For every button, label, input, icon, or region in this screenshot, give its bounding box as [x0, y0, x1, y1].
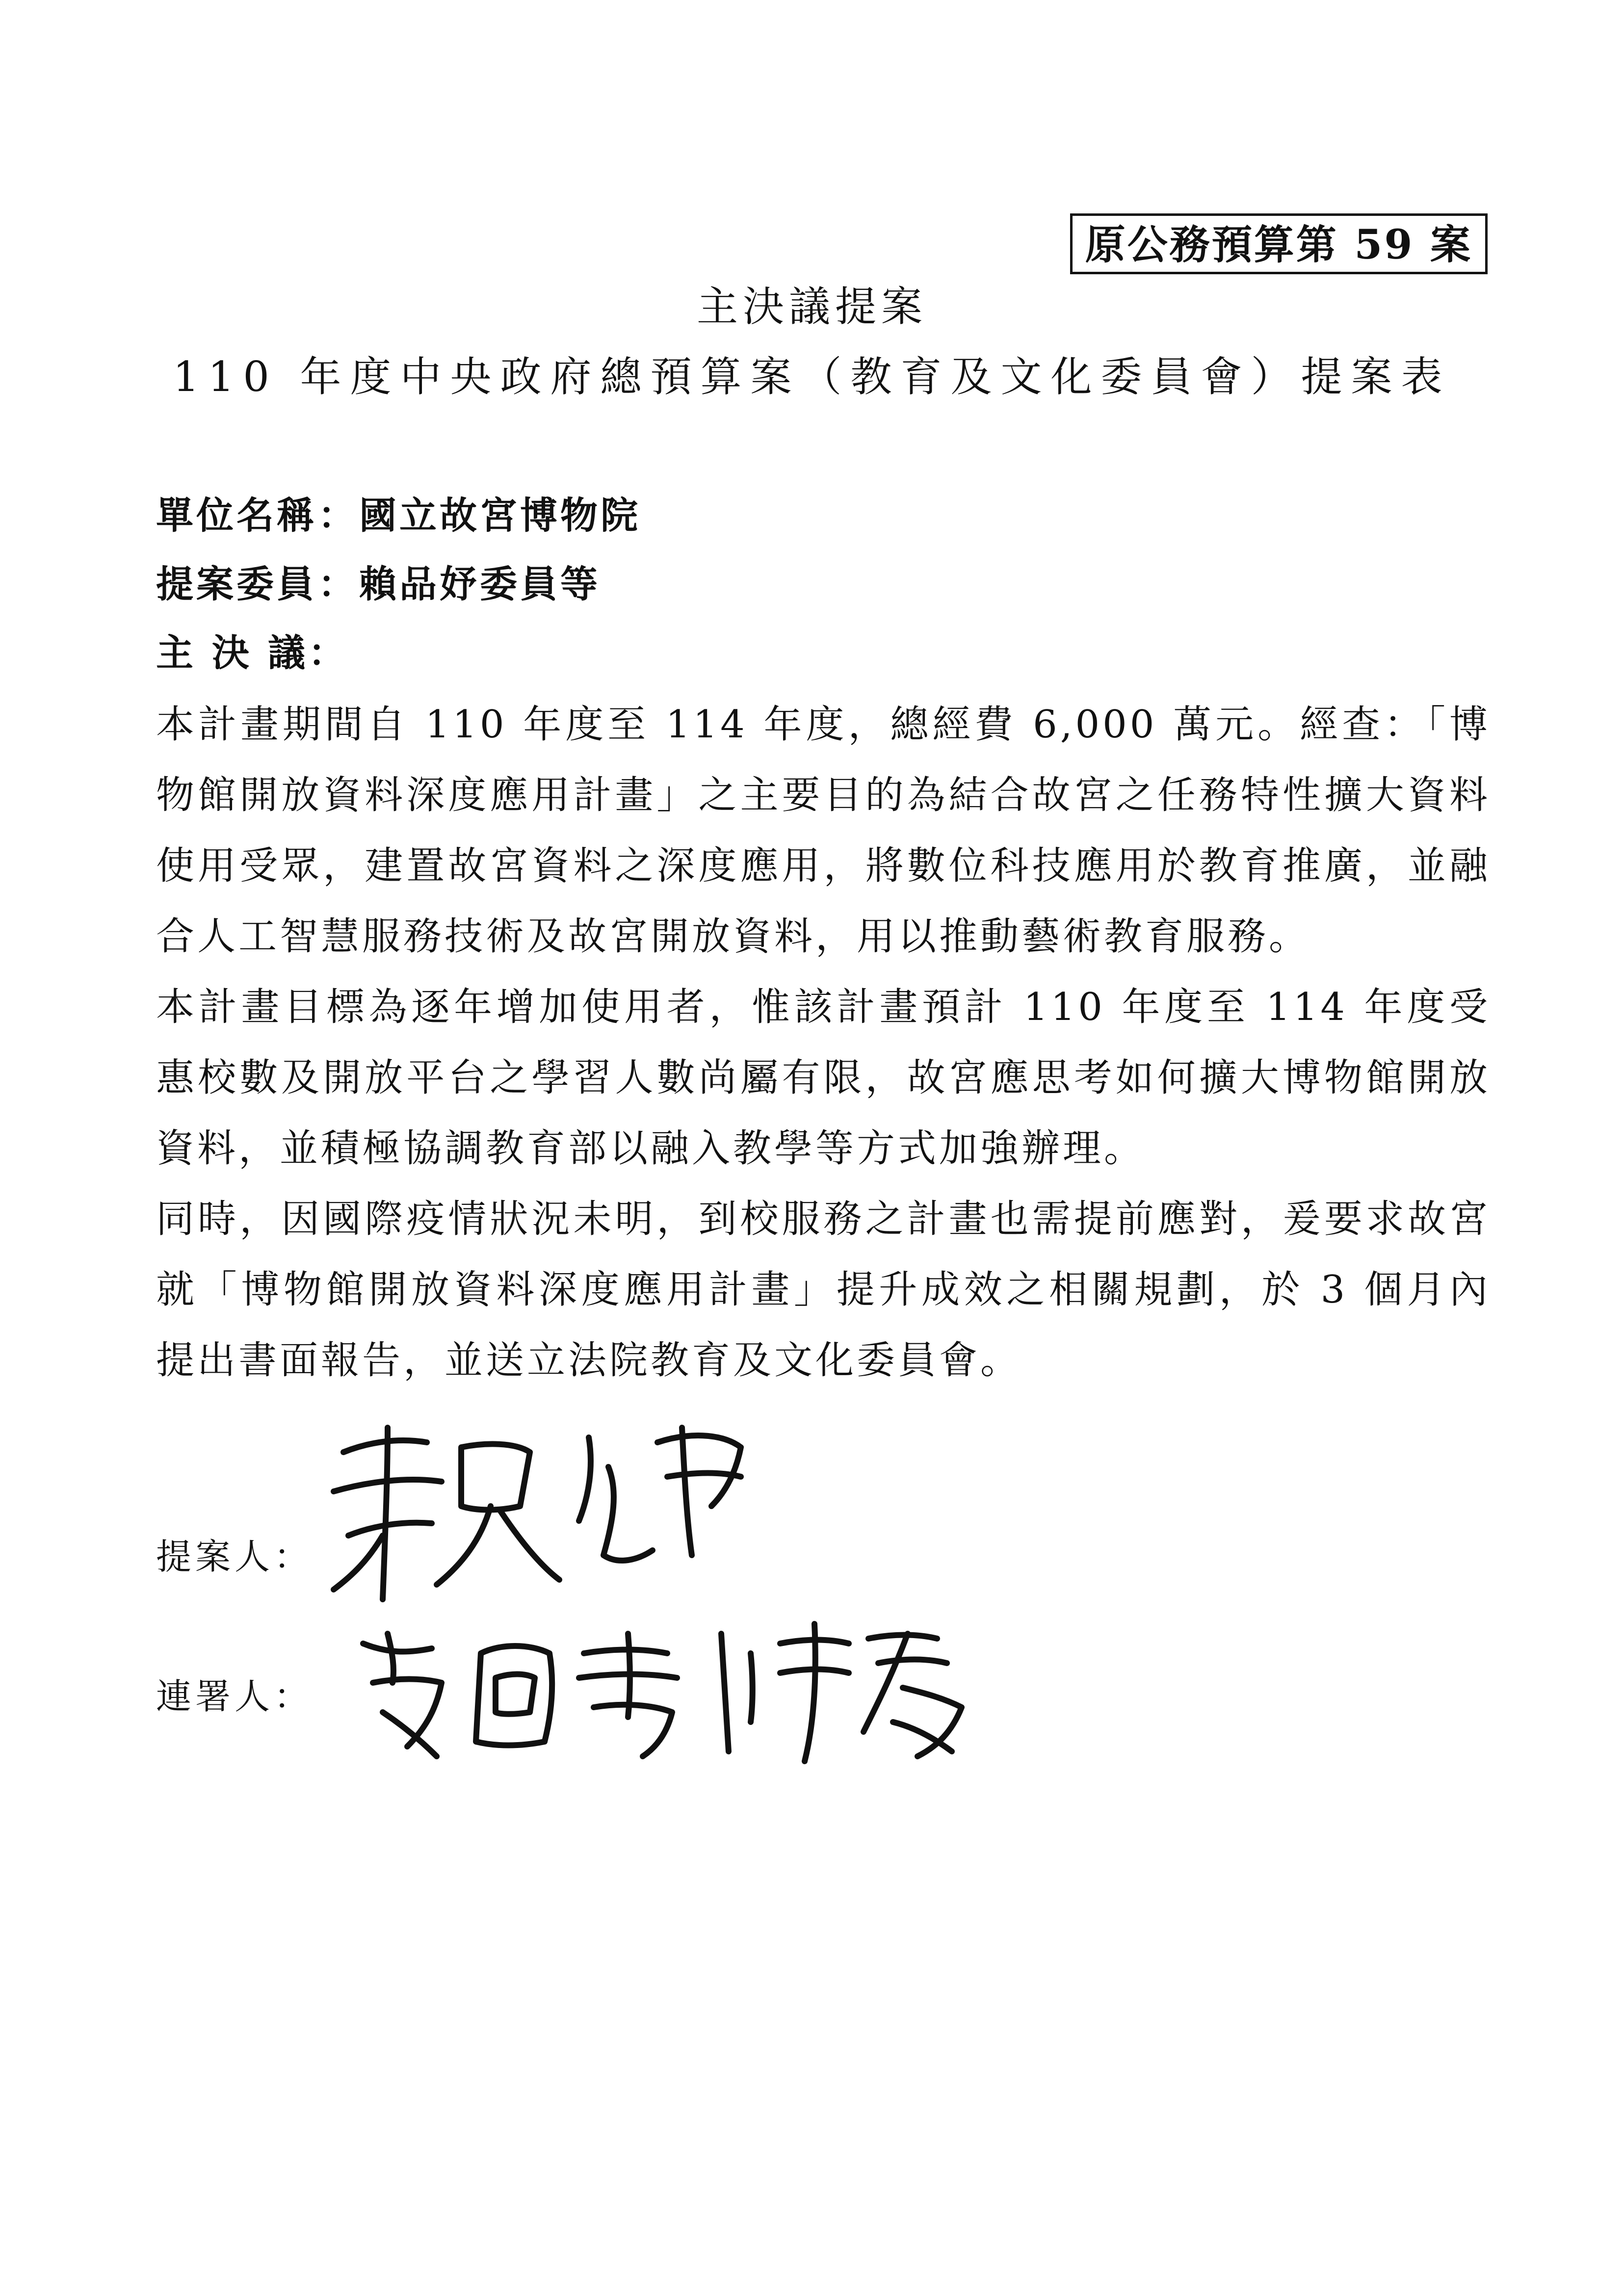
proposing-member-colon: ：: [318, 562, 358, 606]
resolution-colon: ：: [308, 631, 348, 675]
unit-label: 單位名稱: [156, 494, 317, 537]
unit-value: 國立故宮博物院: [359, 494, 641, 537]
proposing-member-label: 提案委員: [156, 562, 317, 606]
proposing-member-value: 賴品妤委員等: [359, 562, 601, 606]
resolution-paragraph-1: 本計畫期間自 110 年度至 114 年度，總經費 6,000 萬元。經查：「博物館開放資料深度應用計畫」之主要目的為結合故宮之任務特性擴大資料使用受眾，建置故宮資料之深度應用，將數位科技應用於教育推廣，並融合人工智慧服務技術及故宮開放資料，用以推動藝術教育服務。: [156, 703, 1491, 959]
cosigner-row: [156, 1668, 313, 1719]
resolution-field: [156, 630, 348, 675]
resolution-paragraph-2: 本計畫目標為逐年增加使用者，惟該計畫預計 110 年度至 114 年度受惠校數及開放平台之學習人數尚屬有限，故宮應思考如何擴大博物館開放資料，並積極協調教育部以融入教學等方式加強辦理。: [156, 985, 1491, 1171]
proposer-signature: [314, 1408, 756, 1614]
proposer-row: [156, 1528, 313, 1579]
case-number-badge: 原公務預算第 59 案: [1070, 213, 1488, 274]
proposer-label: 提案人: [156, 1536, 274, 1577]
resolution-body: [156, 689, 1491, 1396]
cosigner-colon: ：: [274, 1676, 314, 1717]
proposer-colon: ：: [274, 1536, 314, 1577]
cosigner-signature-1: [353, 1624, 707, 1771]
resolution-paragraph-3: 同時，因國際疫情狀況未明，到校服務之計畫也需提前應對，爰要求故宮就「博物館開放資料深度應用計畫」提升成效之相關規劃，於 3 個月內提出書面報告，並送立法院教育及文化委員會。: [156, 1197, 1491, 1383]
resolution-char-2: 決: [212, 631, 252, 675]
resolution-char-3: 議: [268, 631, 308, 675]
unit-field: [156, 493, 641, 538]
page-subheading: 110 年度中央政府總預算案（教育及文化委員會）提案表: [173, 353, 1451, 401]
cosigner-label: 連署人: [156, 1676, 274, 1717]
cosigner-signature-2: [707, 1614, 981, 1771]
page-heading: 主決議提案: [696, 283, 927, 331]
resolution-char-1: 主: [156, 631, 196, 675]
proposing-member-field: [156, 562, 601, 606]
unit-colon: ：: [318, 494, 358, 537]
